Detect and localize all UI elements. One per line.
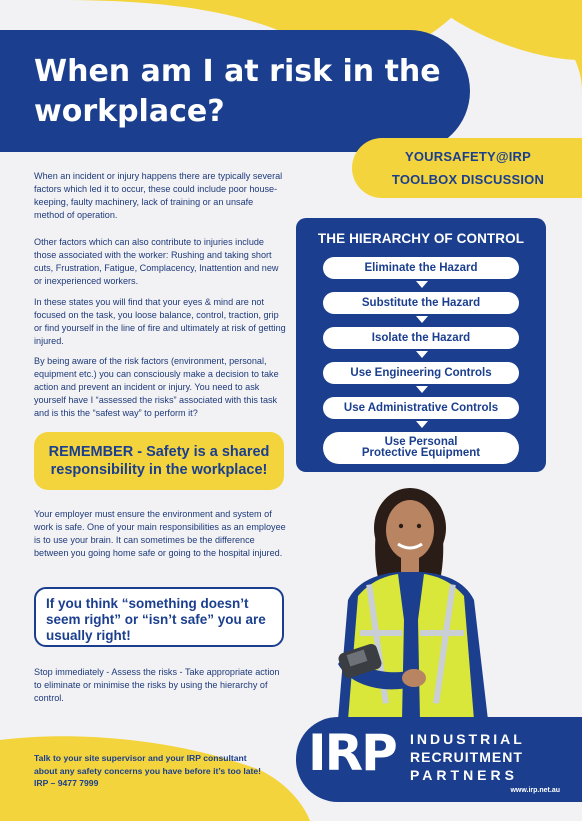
- irp-logo-mark: IRP: [308, 724, 396, 782]
- hierarchy-item-isolate: Isolate the Hazard: [323, 327, 519, 349]
- remember-box: [34, 432, 284, 490]
- logo-word-partners: PARTNERS: [410, 767, 518, 783]
- hierarchy-item-ppe: [323, 432, 519, 464]
- hierarchy-item-administrative: Use Administrative Controls: [323, 397, 519, 419]
- callout-text: If you think “something doesn’t seem right” or “isn’t safe” you are usually right!: [46, 596, 266, 643]
- paragraph-stop: Stop immediately - Assess the risks - Take appropriate action to eliminate or minimise the risks by using the hierarchy of control.: [34, 667, 280, 703]
- paragraph-employer: Your employer must ensure the environment and system of work is safe. One of your main responsibilities as an employee is to use your brain. It can sometimes be the difference between you going home safe or going to the hospital injured.: [34, 509, 286, 558]
- footer-contact-text: Talk to your site supervisor and your IRP consultant about any safety concerns you have before it’s too late! IRP – 9477 7999: [34, 753, 261, 788]
- arrow-down-icon: [416, 351, 428, 358]
- paragraph-states: In these states you will find that your eyes & mind are not focused on the task, you loose balance, control, traction, grip or find yourself in the line of fire and ultimately at risk of getting injured.: [34, 297, 286, 346]
- toolbox-tag: [352, 138, 582, 198]
- worker-photo: [318, 480, 514, 720]
- page-title-line-2: workplace?: [34, 94, 225, 129]
- hierarchy-item-substitute: Substitute the Hazard: [323, 292, 519, 314]
- arrow-down-icon: [416, 386, 428, 393]
- arrow-down-icon: [416, 281, 428, 288]
- hierarchy-item-eliminate: Eliminate the Hazard: [323, 257, 519, 279]
- page-title-line-1: When am I at risk in the: [34, 54, 441, 89]
- paragraph-awareness: By being aware of the risk factors (environment, personal, equipment etc.) you can consciously make a decision to take action and prevent an incident or injury. You need to ask yourself have I “assessed the risks” associated with this task and is this the “safest way” to perform it?: [34, 356, 279, 418]
- arrow-down-icon: [416, 421, 428, 428]
- page-title: [34, 52, 454, 132]
- remember-line-2: responsibility in the workplace!: [50, 462, 268, 478]
- hierarchy-item-ppe-line-1: Use Personal: [384, 436, 458, 448]
- logo-word-recruitment: RECRUITMENT: [410, 749, 523, 765]
- paragraph-intro: When an incident or injury happens there are typically several factors which led it to occur, these could include poor house-keeping, faulty machinery, lack of training or an unsafe method of operation.: [34, 171, 283, 220]
- website-link[interactable]: www.irp.net.au: [510, 787, 560, 794]
- hierarchy-item-ppe-line-2: Protective Equipment: [361, 447, 481, 459]
- logo-word-industrial: INDUSTRIAL: [410, 731, 525, 747]
- hierarchy-title: THE HIERARCHY OF CONTROL: [317, 231, 525, 246]
- remember-line-1: REMEMBER - Safety is a shared: [48, 444, 270, 460]
- hierarchy-item-engineering: Use Engineering Controls: [323, 362, 519, 384]
- paragraph-worker-factors: Other factors which can also contribute to injuries include those associated with the worker: Rushing and taking short cuts, Frustration, Fatigue, Complacency, Inattention and new or inexperienced workers.: [34, 237, 279, 286]
- arrow-down-icon: [416, 316, 428, 323]
- tag-line-2: TOOLBOX DISCUSSION: [391, 172, 545, 187]
- tag-line-1: YOURSAFETY@IRP: [405, 149, 531, 164]
- callout-box: [34, 587, 284, 647]
